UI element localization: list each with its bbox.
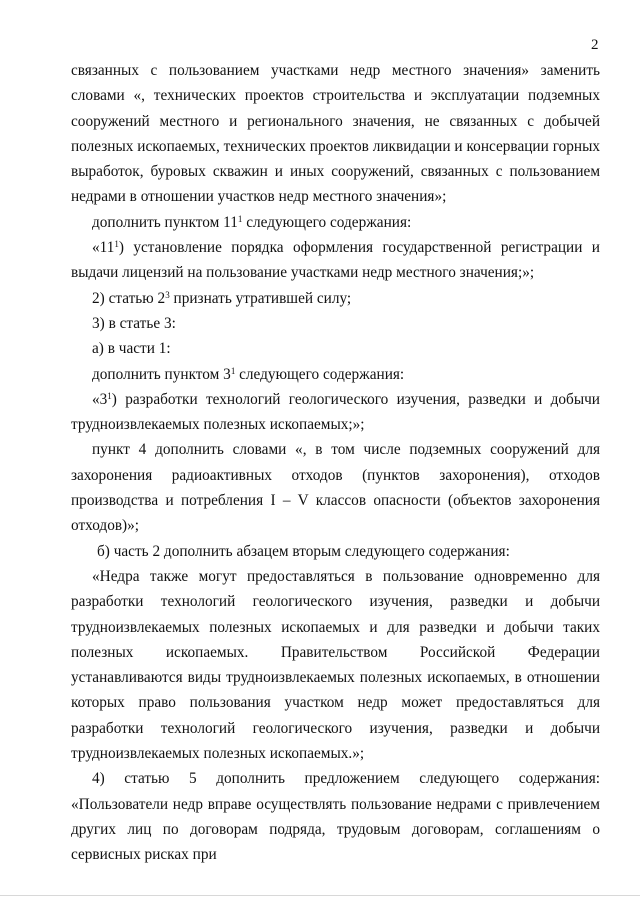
paragraph-7-text-start: дополнить пунктом 3 [92,365,231,383]
paragraph-3-text-start: «11 [92,239,115,257]
paragraph-4-superscript: 3 [165,289,170,300]
paragraph-7 [71,362,600,387]
paragraph-3 [71,235,600,286]
paragraph-3-superscript: 1 [114,239,119,250]
paragraph-2-superscript: 1 [237,213,243,224]
paragraph-1: связанных с пользованием участками недр местного значения» заменить словами «, технических проектов строительства и эксплуатации подземных сооружений местного и регионального значения, не связанных с добычей полезных ископаемых, технических проектов ликвидации и консервации горных выработок, буровых скважин и иных сооружений, связанных с пользованием недрами в отношении участков недр местного значения»; [71,62,600,206]
paragraph-4 [71,286,600,311]
paragraph-4-text-end: признать утратившей силу; [169,289,352,307]
paragraph-10: б) часть 2 дополнить абзацем вторым следующего содержания: [97,542,510,560]
document-body [71,58,600,868]
paragraph-8-text-start: «3 [92,390,108,408]
paragraph-2-text-end: следующего содержания: [242,213,412,231]
paragraph-8-text-end: ) разработки технологий геологического изучения, разведки и добычи трудноизвлекаемых полезных ископаемых;»; [71,390,600,434]
paragraph-4-text-start: 2) статью 2 [92,289,166,307]
paragraph-5: 3) в статье 3: [92,314,176,332]
paragraph-2 [71,210,600,235]
paragraph-7-superscript: 1 [230,365,236,376]
page-number: 2 [591,37,599,53]
paragraph-12: 4) статью 5 дополнить предложением следующего содержания: «Пользователи недр вправе осуществлять пользование недрами с привлечением других лиц по договорам подряда, трудовым договорам, соглашениям о сервисных рисках при [71,770,600,864]
paragraph-2-text-start: дополнить пунктом 11 [92,213,238,231]
paragraph-11: «Недра также могут предоставляться в пользование одновременно для разработки технологий геологического изучения, разведки и добычи трудноизвлекаемых полезных ископаемых и для разведки и добычи таких полезных ископаемых. Правительством Российской Федерации устанавливаются виды трудноизвлекаемых полезных ископаемых, в отношении которых право пользования участком недр может предоставляться для разработки технологий геологического изучения, разведки и добычи трудноизвлекаемых полезных ископаемых.»; [71,567,600,763]
paragraph-7-text-end: следующего содержания: [235,365,405,383]
paragraph-3-text-end: ) установление порядка оформления государственной регистрации и выдачи лицензий на пользование участками недр местного значения;»; [71,239,600,282]
scan-edge-line [0,895,640,896]
paragraph-8 [71,387,600,438]
paragraph-8-superscript: 1 [107,390,112,401]
paragraph-9: пункт 4 дополнить словами «, в том числе подземных сооружений для захоронения радиоактивных отходов (пунктов захоронения), отходов производства и потребления I – V классов опасности (объектов захоронения отходов)»; [71,441,600,535]
paragraph-6: а) в части 1: [92,340,171,358]
